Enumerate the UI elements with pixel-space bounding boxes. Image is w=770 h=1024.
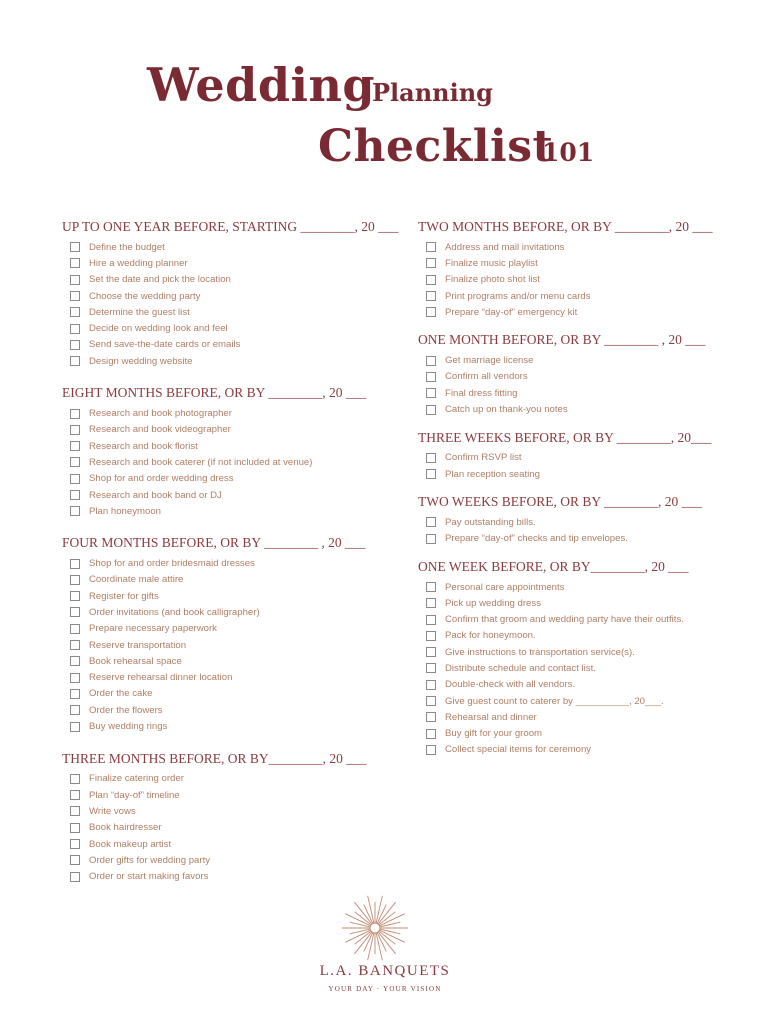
checklist-item (70, 604, 407, 620)
section-title: FOUR MONTHS BEFORE, OR BY ________ , 20 ___ (62, 535, 366, 551)
checklist-section (62, 750, 407, 885)
checklist-section (62, 534, 407, 734)
checklist-item (70, 637, 407, 653)
checklist-item-label: Pack for honeymoon. (445, 630, 536, 642)
checklist-item (70, 718, 407, 734)
checklist-item-label: Reserve transportation (89, 639, 187, 651)
checkbox[interactable] (426, 680, 436, 690)
checklist-item-label: Finalize music playlist (445, 257, 538, 269)
checkbox[interactable] (70, 640, 80, 650)
checklist-item-label: Research and book photographer (89, 408, 232, 420)
checkbox[interactable] (426, 696, 436, 706)
checklist-item (426, 385, 738, 401)
checklist-item-label: Get marriage license (445, 355, 534, 367)
brand-name: L.A. BANQUETS (319, 963, 451, 979)
checklist-item (70, 787, 407, 803)
checkbox[interactable] (70, 575, 80, 585)
checklist-item-label: Order gifts for wedding party (89, 854, 211, 866)
checklist-item (70, 836, 407, 852)
checklist-item (426, 628, 738, 644)
checklist-item-label: Confirm all vendors (445, 371, 528, 383)
checkbox[interactable] (70, 324, 80, 334)
checkbox[interactable] (426, 729, 436, 739)
checkbox[interactable] (426, 453, 436, 463)
checkbox[interactable] (70, 340, 80, 350)
section-title: UP TO ONE YEAR BEFORE, STARTING ________, 20 ___ (62, 219, 399, 234)
checkbox[interactable] (70, 441, 80, 451)
checklist-item-label: Define the budget (89, 241, 165, 253)
checklist-item (426, 677, 738, 693)
checklist-item-label: Send save-the-date cards or emails (89, 339, 241, 351)
checklist-item-label: Book makeup artist (89, 838, 172, 850)
checkbox[interactable] (70, 258, 80, 268)
checklist-item-label: Personal care appointments (445, 581, 565, 593)
checklist-item-label: Hire a wedding planner (89, 257, 188, 269)
checklist-item-label: Research and book band or DJ (89, 489, 222, 501)
checklist-item-label: Rehearsal and dinner (445, 711, 537, 723)
checklist-item (70, 288, 407, 304)
checklist-item-label: Book hairdresser (89, 822, 162, 834)
checklist-item-label: Confirm that groom and wedding party have their outfits. (445, 614, 684, 626)
checklist-item-label: Print programs and/or menu cards (445, 290, 591, 302)
checkbox[interactable] (70, 356, 80, 366)
checklist-item-label: Design wedding website (89, 355, 193, 367)
checkbox[interactable] (426, 534, 436, 544)
checklist-item-label: Finalize photo shot list (445, 274, 540, 286)
checkbox[interactable] (70, 872, 80, 882)
checklist-item-label: Address and mail invitations (445, 241, 565, 253)
checklist-item-label: Final dress fitting (445, 387, 518, 399)
section-title: TWO MONTHS BEFORE, OR BY ________, 20 ___ (418, 219, 713, 234)
checklist-section (418, 493, 738, 547)
checklist-item-label: Plan “day-of” timeline (89, 789, 180, 801)
checklist-item-label: Research and book videographer (89, 424, 231, 436)
title-planning: Planning (372, 78, 493, 107)
checklist-item (70, 555, 407, 571)
checkbox[interactable] (70, 591, 80, 601)
checklist-section (62, 384, 407, 519)
checklist-item (426, 531, 738, 547)
checklist-item (426, 611, 738, 627)
checkbox[interactable] (426, 598, 436, 608)
checklist-item-label: Plan reception seating (445, 468, 540, 480)
checkbox[interactable] (70, 409, 80, 419)
checklist-item (70, 255, 407, 271)
checklist-item-label: Give guest count to caterer by __________, 20___. (445, 695, 664, 707)
checkbox[interactable] (70, 291, 80, 301)
checklist-item (70, 686, 407, 702)
section-title: THREE WEEKS BEFORE, OR BY ________, 20___ (418, 429, 712, 445)
checklist-item-label: Coordinate male attire (89, 574, 184, 586)
checklist-item-label: Register for gifts (89, 590, 159, 602)
checkbox[interactable] (70, 673, 80, 683)
checklist-item (70, 405, 407, 421)
checkbox[interactable] (70, 705, 80, 715)
checklist-item-label: Order the cake (89, 688, 153, 700)
section-title: ONE MONTH BEFORE, OR BY ________ , 20 ___ (418, 332, 706, 348)
checkbox[interactable] (70, 490, 80, 500)
checklist-item-label: Pay outstanding bills. (445, 516, 536, 528)
checkbox[interactable] (70, 806, 80, 816)
checklist-item (426, 742, 738, 758)
brand-tagline: YOUR DAY · YOUR VISION (328, 985, 442, 993)
checkbox[interactable] (70, 307, 80, 317)
checklist-item (70, 588, 407, 604)
checklist-item-label: Research and book caterer (if not included at venue) (89, 456, 313, 468)
checklist-item (70, 771, 407, 787)
checklist-item (426, 369, 738, 385)
checklist-item (426, 709, 738, 725)
checklist-item (70, 852, 407, 868)
checklist-item-label: Pick up wedding dress (445, 597, 541, 609)
checklist-item (70, 320, 407, 336)
section-title: ONE WEEK BEFORE, OR BY________, 20 ___ (418, 558, 689, 574)
checklist-item (426, 579, 738, 595)
checkbox[interactable] (426, 242, 436, 252)
checklist-section (418, 331, 738, 417)
checkbox[interactable] (426, 647, 436, 657)
checklist-item (70, 487, 407, 503)
checklist-item-label: Confirm RSVP list (445, 452, 522, 464)
checklist-item (426, 401, 738, 417)
checklist-item (426, 239, 738, 255)
checklist-item-label: Buy wedding rings (89, 721, 168, 733)
checkbox[interactable] (70, 275, 80, 285)
sunburst-icon (339, 892, 411, 964)
checkbox[interactable] (70, 722, 80, 732)
checklist-item (70, 803, 407, 819)
checkbox[interactable] (426, 405, 436, 415)
checklist-section (418, 429, 738, 483)
title-101: 101 (542, 138, 595, 167)
checklist-section (62, 218, 407, 369)
checklist-item (426, 352, 738, 368)
checklist-item-label: Decide on wedding look and feel (89, 323, 228, 335)
checkbox[interactable] (70, 425, 80, 435)
checkbox[interactable] (426, 388, 436, 398)
checklist-item-label: Research and book florist (89, 440, 198, 452)
checklist-item-label: Prepare “day-of” checks and tip envelopes. (445, 533, 628, 545)
left-column (62, 218, 407, 885)
checkbox[interactable] (70, 689, 80, 699)
checklist-item-label: Order or start making favors (89, 871, 209, 883)
section-title: THREE MONTHS BEFORE, OR BY________, 20 ___ (62, 750, 367, 766)
checklist-item-label: Shop for and order bridesmaid dresses (89, 558, 255, 570)
checkbox[interactable] (426, 712, 436, 722)
checkbox[interactable] (70, 823, 80, 833)
checkbox[interactable] (426, 663, 436, 673)
checkbox[interactable] (426, 615, 436, 625)
checkbox[interactable] (426, 469, 436, 479)
checklist-item (70, 621, 407, 637)
checklist-item-label: Prepare “day-of” emergency kit (445, 306, 578, 318)
checklist-item (426, 595, 738, 611)
checkbox[interactable] (70, 242, 80, 252)
checklist-item (426, 644, 738, 660)
checklist-item (426, 304, 738, 320)
checkbox[interactable] (70, 656, 80, 666)
checklist-item-label: Plan honeymoon (89, 505, 162, 517)
checklist-item-label: Write vows (89, 805, 136, 817)
checklist-item-label: Give instructions to transportation service(s). (445, 646, 635, 658)
section-title: TWO WEEKS BEFORE, OR BY ________, 20 ___ (418, 494, 702, 510)
checkbox[interactable] (426, 307, 436, 317)
checklist-item-label: Double-check with all vendors. (445, 679, 576, 691)
checkbox[interactable] (426, 582, 436, 592)
checklist-item (70, 869, 407, 885)
checkbox[interactable] (426, 275, 436, 285)
checklist-item (70, 454, 407, 470)
checklist-item (426, 514, 738, 530)
checklist-item (426, 255, 738, 271)
checkbox[interactable] (70, 855, 80, 865)
checkbox[interactable] (70, 839, 80, 849)
section-title: EIGHT MONTHS BEFORE, OR BY ________, 20 ___ (62, 385, 367, 401)
checklist-item (70, 337, 407, 353)
checklist-item (426, 450, 738, 466)
checklist-item (70, 503, 407, 519)
checkbox[interactable] (70, 457, 80, 467)
checklist-item (70, 702, 407, 718)
checkbox[interactable] (70, 607, 80, 617)
checklist-item (70, 471, 407, 487)
title-checklist: Checklist (318, 121, 554, 172)
checkbox[interactable] (426, 291, 436, 301)
checklist-item-label: Finalize catering order (89, 773, 184, 785)
checklist-item-label: Collect special items for ceremony (445, 744, 592, 756)
checklist-item-label: Prepare necessary paperwork (89, 623, 217, 635)
checkbox[interactable] (70, 624, 80, 634)
checkbox[interactable] (426, 356, 436, 366)
checkbox[interactable] (70, 790, 80, 800)
checklist-item (70, 353, 407, 369)
checkbox[interactable] (426, 631, 436, 641)
checklist-item (426, 272, 738, 288)
checkbox[interactable] (70, 774, 80, 784)
checkbox[interactable] (70, 559, 80, 569)
checkbox[interactable] (70, 506, 80, 516)
checkbox[interactable] (426, 372, 436, 382)
checklist-item-label: Choose the wedding party (89, 290, 201, 302)
checkbox[interactable] (426, 517, 436, 527)
checkbox[interactable] (70, 474, 80, 484)
checklist-item-label: Catch up on thank-you notes (445, 404, 568, 416)
title-wedding: Wedding (147, 58, 376, 112)
checklist-item (70, 272, 407, 288)
checklist-item (70, 422, 407, 438)
checklist-section (418, 558, 738, 758)
checklist-item (426, 466, 738, 482)
checklist-item-label: Shop for and order wedding dress (89, 473, 234, 485)
checklist-item-label: Order the flowers (89, 704, 163, 716)
checklist-item-label: Book rehearsal space (89, 655, 182, 667)
checklist-section (418, 218, 738, 320)
checklist-item (70, 304, 407, 320)
checklist-item (426, 693, 738, 709)
checklist-item (70, 572, 407, 588)
checklist-item (426, 288, 738, 304)
checklist-item-label: Buy gift for your groom (445, 728, 543, 740)
checklist-item-label: Determine the guest list (89, 306, 190, 318)
right-column (418, 218, 738, 758)
checklist-item (426, 726, 738, 742)
checklist-item (70, 653, 407, 669)
checklist-item-label: Set the date and pick the location (89, 274, 231, 286)
checklist-item (70, 239, 407, 255)
checklist-item (426, 660, 738, 676)
checkbox[interactable] (426, 745, 436, 755)
checklist-item (70, 670, 407, 686)
checklist-item-label: Distribute schedule and contact list. (445, 662, 596, 674)
checkbox[interactable] (426, 258, 436, 268)
checklist-item (70, 820, 407, 836)
checklist-item (70, 438, 407, 454)
checklist-item-label: Reserve rehearsal dinner location (89, 672, 233, 684)
checklist-item-label: Order invitations (and book calligrapher) (89, 606, 260, 618)
